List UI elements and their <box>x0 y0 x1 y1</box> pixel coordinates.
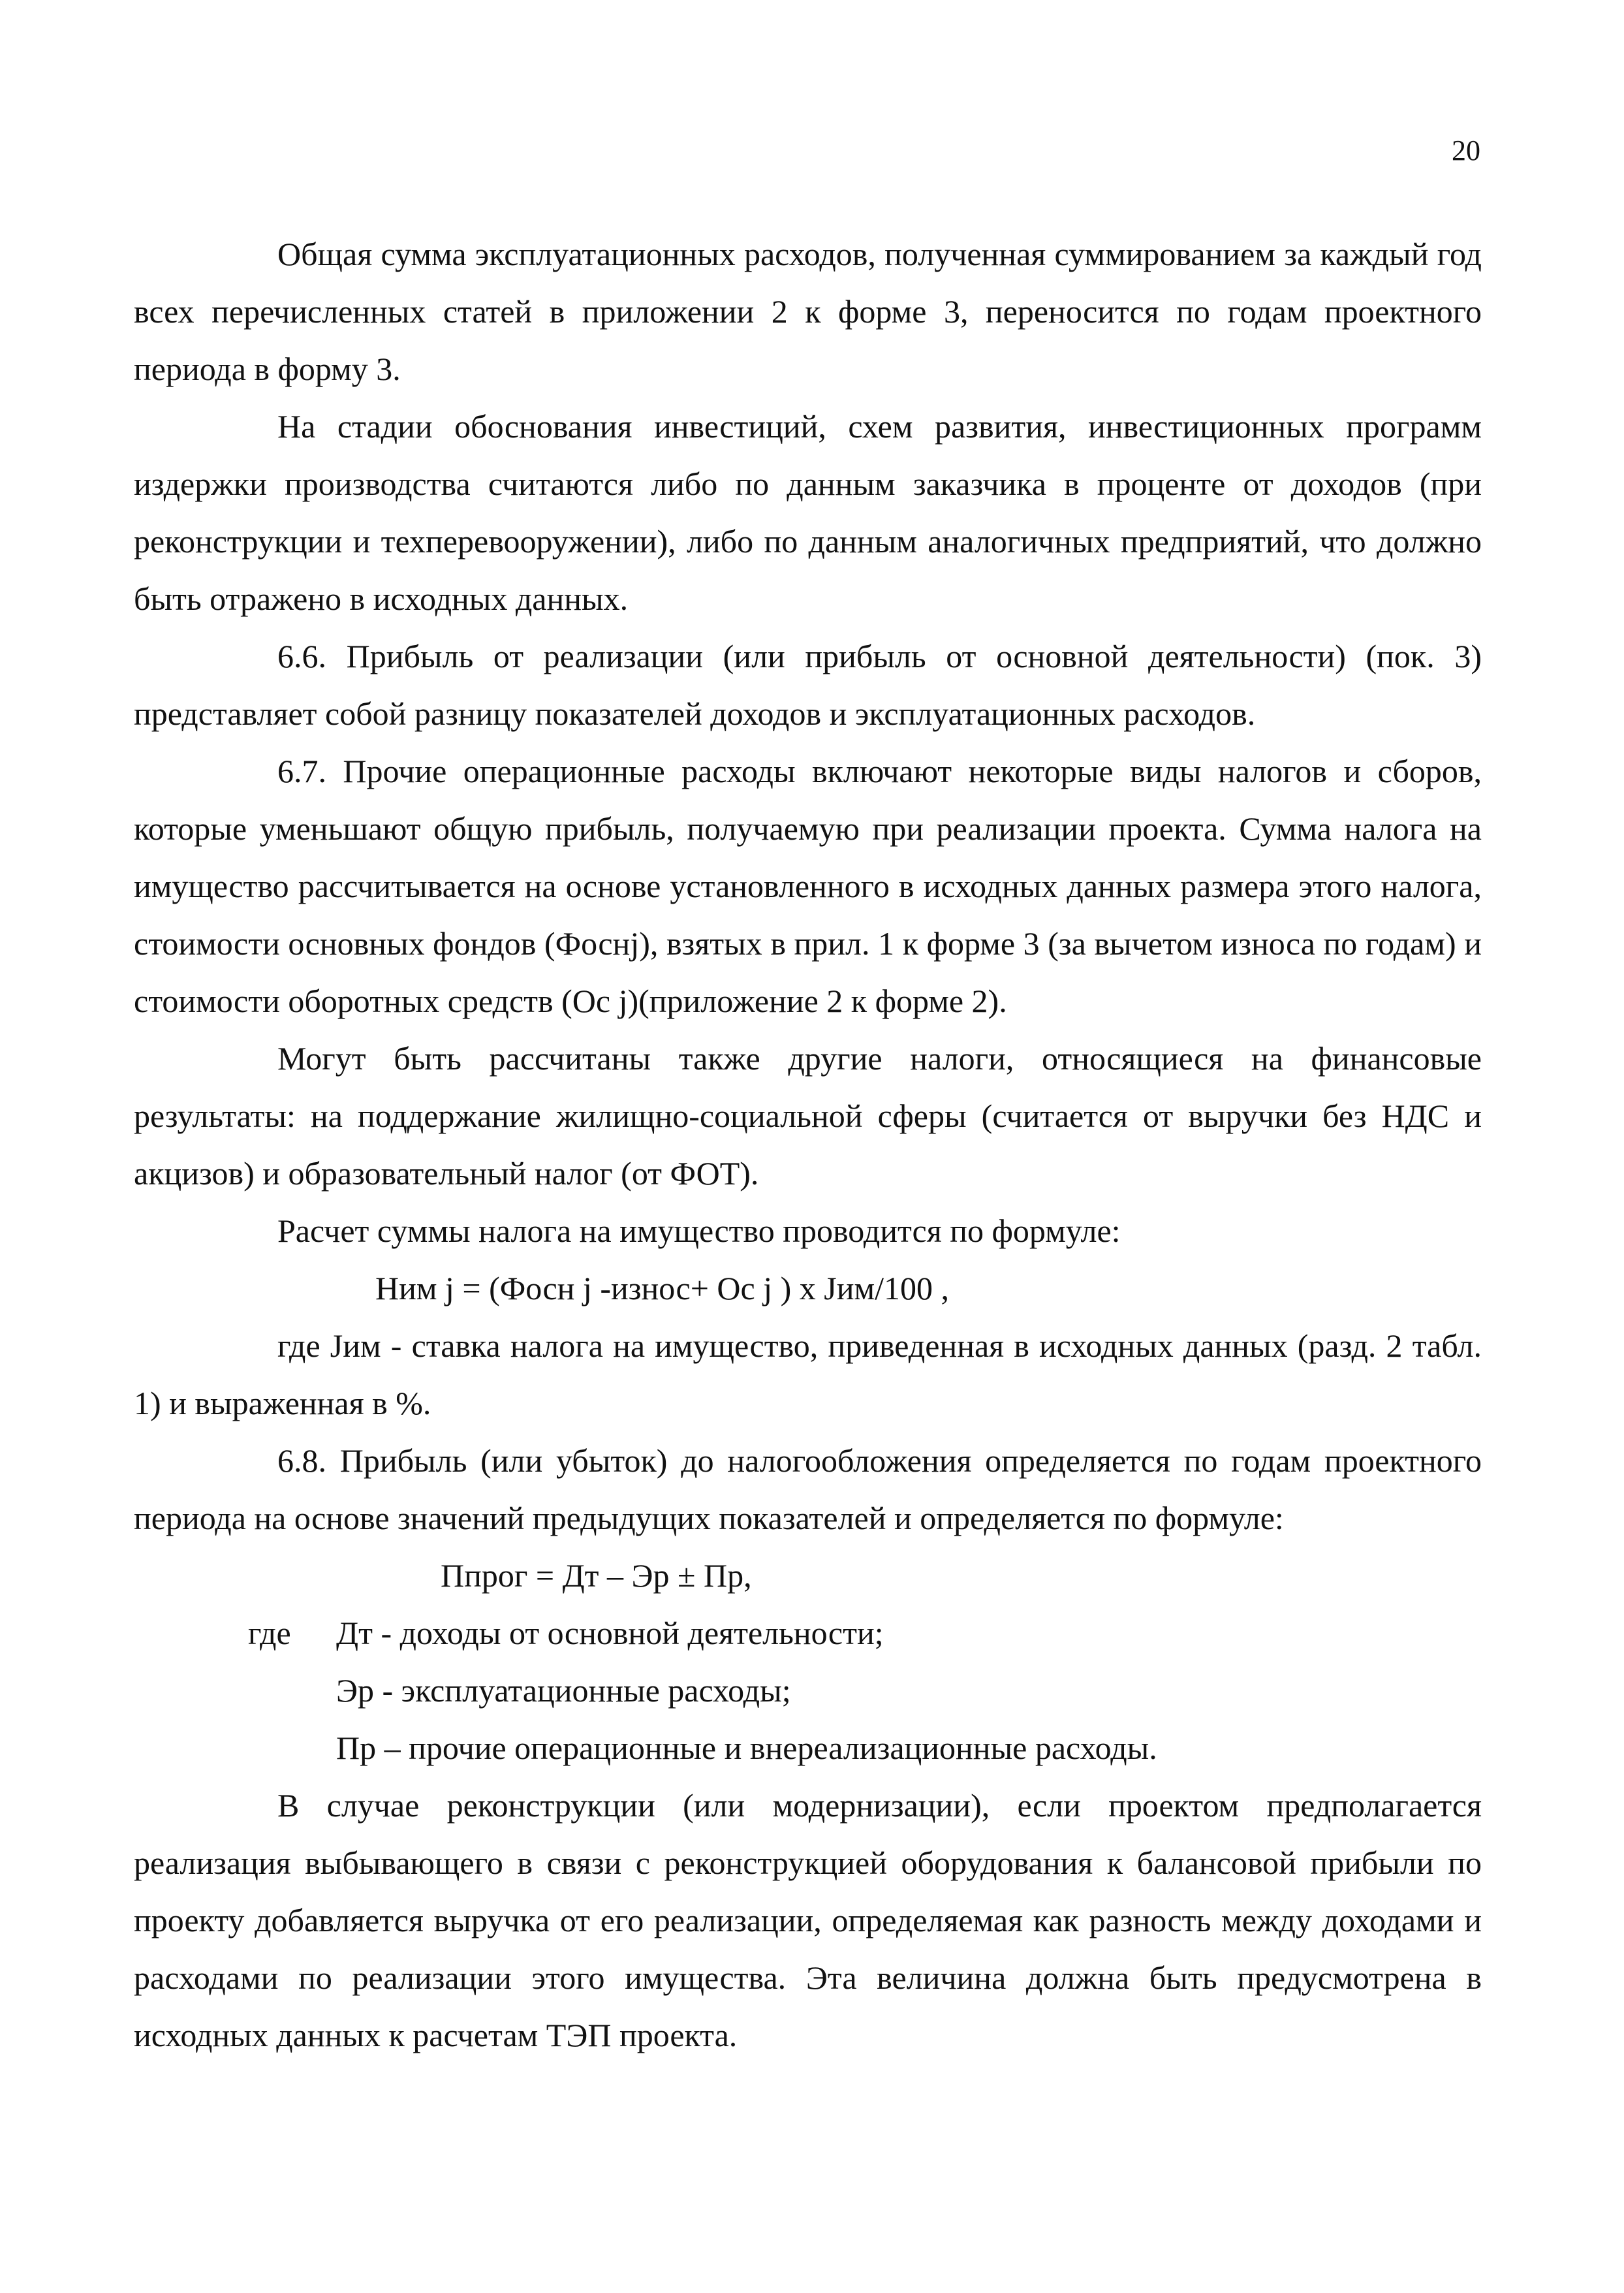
legend-item-text: Дт - доходы от основной деятельности; <box>336 1615 884 1651</box>
paragraph-property-tax-intro: Расчет суммы налога на имущество проводится по формуле: <box>277 1212 1121 1249</box>
paragraph-operating-expenses-total: Общая сумма эксплуатационных расходов, полученная суммированием за каждый год всех перечисленных статей в приложении 2 к форме 3, переносится по годам проектного периода в форму 3. <box>134 236 1482 387</box>
legend-item-text: Эр - эксплуатационные расходы; <box>336 1672 791 1709</box>
formula-legend <box>134 1604 1482 1777</box>
paragraph-investment-stage: На стадии обоснования инвестиций, схем развития, инвестиционных программ издержки производства считаются либо по данным заказчика в проценте от доходов (при реконструкции и техперевооружении), либо по данным аналогичных предприятий, что должно быть отражено в исходных данных. <box>134 408 1482 617</box>
legend-item <box>134 1662 1482 1719</box>
formula-profit-before-tax: Ппрог = Дт – Эр ± Пр, <box>441 1557 752 1594</box>
paragraph-6-7: 6.7. Прочие операционные расходы включают некоторые виды налогов и сборов, которые уменьшают общую прибыль, получаемую при реализации проекта. Сумма налога на имущество рассчитывается на основе установленного в исходных данных размера этого налога, стоимости основных фондов (Фоснj), взятых в прил. 1 к форме 3 (за вычетом износа по годам) и стоимости оборотных средств (Ос j)(приложение 2 к форме 2). <box>134 753 1482 1019</box>
legend-item-text: Пр – прочие операционные и внереализационные расходы. <box>336 1730 1157 1766</box>
paragraph-tax-rate-definition: где Jим - ставка налога на имущество, приведенная в исходных данных (разд. 2 табл. 1) и выраженная в %. <box>134 1327 1482 1421</box>
legend-where-label: где <box>248 1615 291 1651</box>
document-body <box>134 225 1482 2064</box>
paragraph-6-8: 6.8. Прибыль (или убыток) до налогообложения определяется по годам проектного периода на основе значений предыдущих показателей и определяется по формуле: <box>134 1442 1482 1536</box>
page-number: 20 <box>1452 134 1480 166</box>
paragraph-6-6: 6.6. Прибыль от реализации (или прибыль от основной деятельности) (пок. 3) представляет собой разницу показателей доходов и эксплуатационных расходов. <box>134 638 1482 732</box>
paragraph-reconstruction: В случае реконструкции (или модернизации), если проектом предполагается реализация выбывающего в связи с реконструкцией оборудования к балансовой прибыли по проекту добавляется выручка от его реализации, определяемая как разность между доходами и расходами по реализации этого имущества. Эта величина должна быть предусмотрена в исходных данных к расчетам ТЭП проекта. <box>134 1787 1482 2053</box>
paragraph-other-taxes: Могут быть рассчитаны также другие налоги, относящиеся на финансовые результаты: на поддержание жилищно-социальной сферы (считается от выручки без НДС и акцизов) и образовательный налог (от ФОТ). <box>134 1040 1482 1192</box>
legend-item <box>134 1719 1482 1777</box>
legend-item <box>134 1604 1482 1662</box>
formula-property-tax: Ним j = (Фосн j -износ+ Ос j ) x Jим/100 , <box>375 1270 949 1306</box>
